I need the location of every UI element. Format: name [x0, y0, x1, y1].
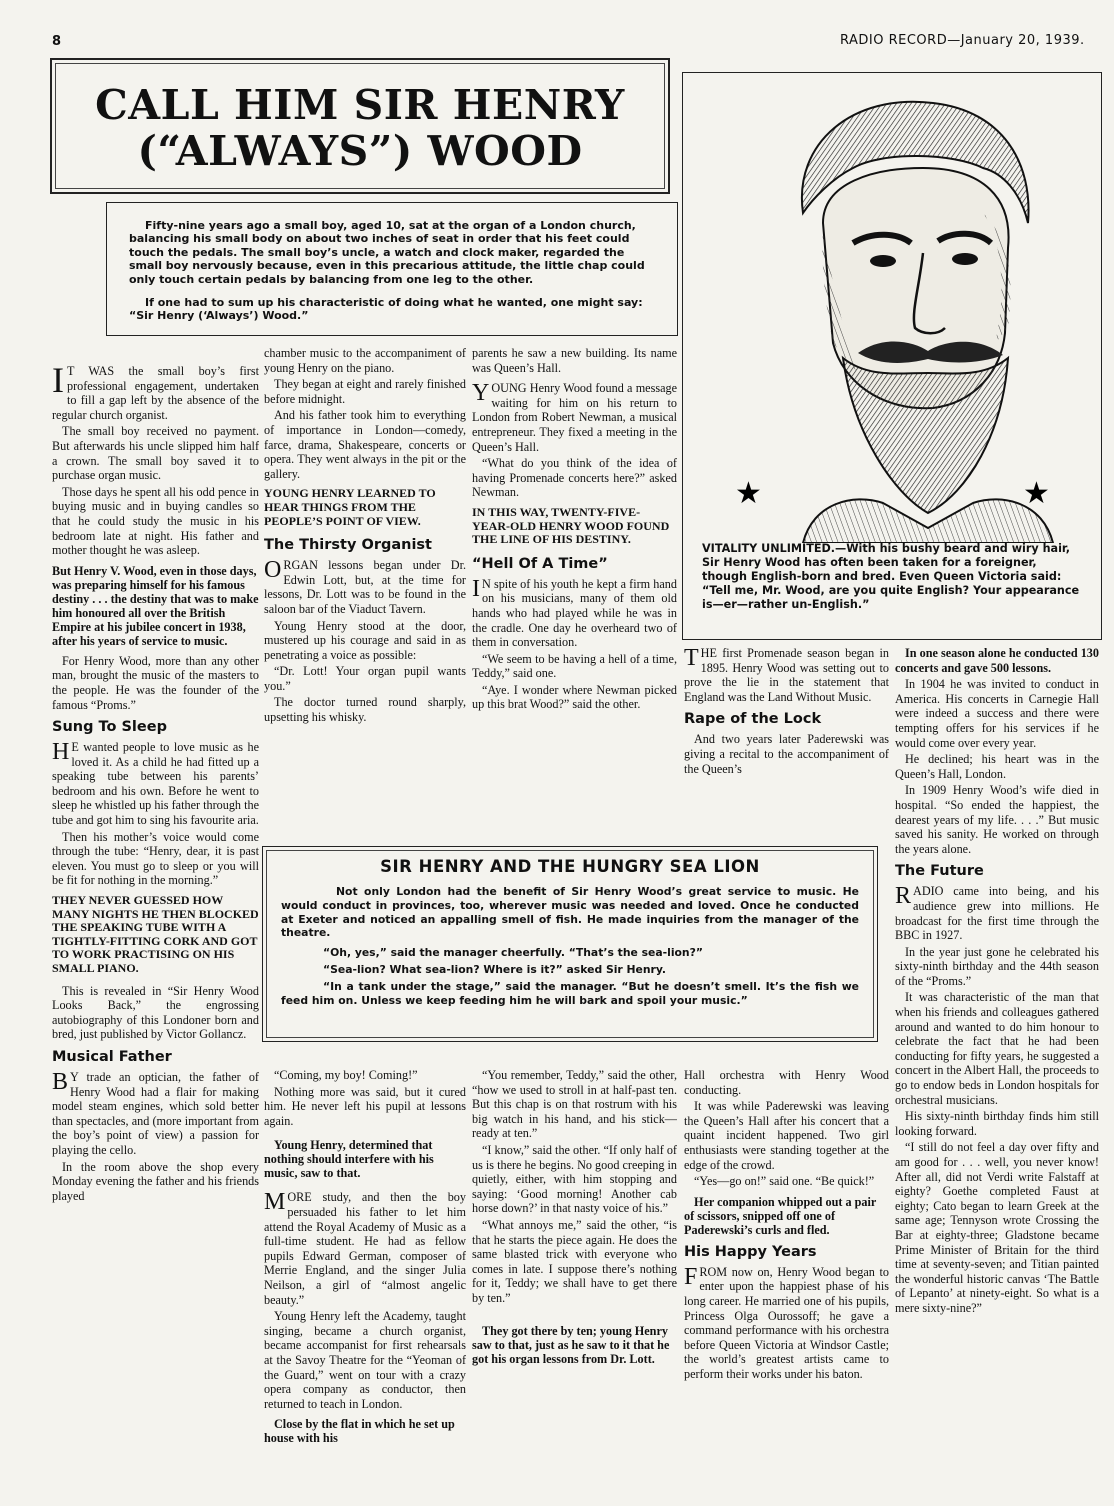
body-paragraph: Hall orchestra with Henry Wood conducting.	[684, 1068, 889, 1097]
caps-paragraph: YOUNG HENRY LEARNED TO HEAR THINGS FROM THE PEOPLE’S POINT OF VIEW.	[264, 486, 436, 528]
bold-paragraph: Her companion whipped out a pair of scissors, snipped off one of Paderewski’s curls and fled.	[684, 1194, 877, 1237]
body-paragraph: “Dr. Lott! Your organ pupil wants you.”	[264, 664, 466, 693]
subhead-thirsty-organist: The Thirsty Organist	[264, 537, 432, 554]
body-paragraph: And his father took him to everything of importance in London—comedy, farce, drama, Shakespeare, concerts or opera. They went always in the pit or the gallery.	[264, 408, 466, 481]
body-paragraph: E wanted people to love music as he loved it. As a child he had fitted up a speaking tube between his parents’ bedroom and his own. Before he went to sleep he whistled up his father through the tube and got him to sing his favourite aria.	[52, 740, 259, 828]
body-paragraph: “Yes—go on!” said one. “Be quick!”	[694, 1174, 875, 1189]
intro-paragraph: If one had to sum up his characteristic of doing what he wanted, one might say: “Sir Henry (‘Always’) Wood.”	[129, 296, 643, 323]
body-paragraph: Young Henry stood at the door, mustered up his courage and said in as penetrating a voice as possible:	[264, 618, 466, 662]
sea-lion-title: SIR HENRY AND THE HUNGRY SEA LION	[380, 857, 760, 876]
body-paragraph: “We seem to be having a hell of a time, Teddy,” said one.	[472, 651, 677, 681]
drop-cap: O	[264, 557, 282, 584]
body-paragraph: “What do you think of the idea of having Promenade concerts here?” asked Newman.	[472, 456, 677, 500]
body-paragraph: And two years later Paderewski was giving a recital to the accompaniment of the Queen’s	[684, 732, 889, 776]
body-paragraph: He declined; his heart was in the Queen’s Hall, London.	[895, 752, 1099, 781]
body-paragraph: The small boy received no payment. But afterwards his uncle slipped him half a crown. The small boy saved it to purchase organ music.	[52, 424, 259, 483]
headline-line1: CALL HIM SIR HENRY	[95, 81, 625, 129]
body-paragraph: ROM now on, Henry Wood began to enter upon the happiest phase of his long career. He married one of his pupils, Princess Olga Ourossoff; he gave a command performance with his orchestra before Queen Victoria at Windsor Castle; the world’s greatest artists came to perform their works under his baton.	[684, 1264, 889, 1381]
bold-paragraph: But Henry V. Wood, even in those days, was preparing himself for his famous destiny . . . the destiny that was to make him honoured all over the British Empire at his jubilee concert in 1938, after his years of service to music.	[52, 563, 259, 648]
body-paragraph: In 1909 Henry Wood’s wife died in hospital. “So ended the happiest, the dearest years of my life. . . .” But music saved his sanity. He worked on through the years alone.	[895, 783, 1099, 856]
headline-box	[50, 58, 670, 194]
subhead-his-happy-years: His Happy Years	[684, 1243, 817, 1260]
caps-paragraph: IN THIS WAY, TWENTY-FIVE-YEAR-OLD HENRY WOOD FOUND THE LINE OF HIS DESTINY.	[472, 504, 670, 547]
body-paragraph: In the year just gone he celebrated his sixty-ninth birthday and the 44th season of the “Proms.”	[895, 944, 1099, 988]
body-paragraph: In one season alone he conducted 130 concerts and gave 500 lessons.	[895, 646, 1099, 675]
column-4	[684, 646, 889, 842]
body-paragraph: Those days he spent all his odd pence in buying music and in buying candles so that he could study the music in his bedroom late at night. His father and mother thought he was asleep.	[52, 484, 259, 558]
bold-paragraph: Close by the flat in which he set up house with his	[264, 1417, 455, 1446]
body-paragraph: “Aye. I wonder where Newman picked up this brat Wood?” said the other.	[472, 682, 677, 712]
subhead-sung-to-sleep: Sung To Sleep	[52, 719, 167, 736]
body-paragraph: This is revealed in “Sir Henry Wood Looks Back,” the engrossing autobiography of this Londoner born and bred, just published by Victor Gollancz.	[52, 983, 259, 1042]
body-paragraph: OUNG Henry Wood found a message waiting for him on his return to London from Robert Newman, a musical entrepreneur. They fixed a meeting in the Queen’s Hall.	[472, 381, 677, 454]
bold-paragraph: Young Henry, determined that nothing should interfere with his music, saw to that.	[264, 1138, 434, 1181]
body-paragraph: “What annoys me,” said the other, “is that he starts the piece again. He does the same blasted trick with everyone who comes in late. I suppose there’s nothing for it, Teddy; we shall have to get there by ten.”	[472, 1217, 677, 1305]
star-icon: ★	[735, 476, 762, 511]
subhead-musical-father: Musical Father	[52, 1048, 172, 1065]
body-paragraph: Y trade an optician, the father of Henry Wood had a flair for making model steam engines, which sold better than spectacles, and (more important from the boy’s point of view) a passion for playing the cello.	[52, 1069, 259, 1157]
caps-paragraph: THEY NEVER GUESSED HOW MANY NIGHTS HE THEN BLOCKED THE SPEAKING TUBE WITH A TIGHTLY-FITTING CORK AND GOT TO WORK PRACTISING ON HIS SMALL PIANO.	[52, 893, 259, 975]
body-paragraph: “You remember, Teddy,” said the other, “how we used to stroll in at half-past ten. But this chap is on that rostrum with his big watch in his hand, and his stick—ready at ten.”	[472, 1068, 677, 1141]
drop-cap: F	[684, 1263, 698, 1290]
body-paragraph: “Coming, my boy! Coming!”	[274, 1068, 418, 1082]
star-icon: ★	[1023, 476, 1050, 511]
sea-lion-paragraph: “Oh, yes,” said the manager cheerfully. “That’s the sea-lion?”	[323, 946, 703, 960]
drop-cap: Y	[472, 380, 490, 407]
portrait-illustration	[683, 73, 1102, 543]
sea-lion-paragraph: Not only London had the benefit of Sir Henry Wood’s great service to music. He would conduct in provinces, too, wherever music was needed and loved. Once he conducted at Exeter and noticed an appalling smell of fish. He made inquiries from the manager of the theatre.	[281, 885, 859, 940]
page-number: 8	[52, 34, 62, 49]
body-paragraph: RGAN lessons began under Dr. Edwin Lott, but, at the time for lessons, Dr. Lott was to be found in the saloon bar of the Viaduct Tavern.	[264, 558, 466, 616]
intro-paragraph: Fifty-nine years ago a small boy, aged 10, sat at the organ of a London church, balancing his small body on about two inches of seat in order that his feet could touch the pedals. The small boy’s uncle, a watch and clock maker, regarded the small boy nervously because, even in this precarious attitude, the little chap could only touch certain pedals by balancing from one leg to the other.	[129, 219, 645, 286]
sea-lion-box	[262, 846, 878, 1042]
body-paragraph: Then his mother’s voice would come through the tube: “Henry, dear, it is past eleven. You must go to sleep or you will be fit for nothing in the morning.”	[52, 829, 259, 888]
body-paragraph: N spite of his youth he kept a firm hand on his musicians, many of them old hands who had played while he was in the cradle. One day he overheard two of them in conversation.	[472, 576, 677, 650]
subhead-the-future: The Future	[895, 863, 984, 880]
portrait-caption: VITALITY UNLIMITED.—With his bushy beard and wiry hair, Sir Henry Wood has often been taken for a foreigner, though English-born and bred. Even Queen Victoria said: “Tell me, Mr. Wood, are you quite English? Your appearance is—er—rather un-English.”	[702, 542, 1080, 611]
column-2-continued	[264, 1068, 466, 1502]
drop-cap: M	[264, 1189, 286, 1216]
body-paragraph: The doctor turned round sharply, upsetting his whisky.	[264, 695, 466, 725]
column-3	[472, 346, 677, 842]
drop-cap: H	[52, 739, 70, 766]
body-paragraph: ADIO came into being, and his audience grew into millions. He broadcast for the first time through the BBC in 1927.	[895, 884, 1099, 943]
body-paragraph: For Henry Wood, more than any other man, brought the music of the masters to the people. He was the founder of the famous “Proms.”	[52, 653, 259, 712]
body-paragraph: It was characteristic of the man that when his friends and colleagues gathered around and wanted to do him honour to celebrate the fact that he had been conducting for fifty years, he suggested a concert in the Albert Hall, the proceeds to go to endow beds in London hospitals for orchestral musicians.	[895, 990, 1099, 1107]
drop-cap: R	[895, 883, 912, 910]
drop-cap: I	[52, 364, 64, 400]
drop-cap: B	[52, 1068, 69, 1095]
column-1	[52, 364, 259, 1500]
drop-cap: I	[472, 575, 480, 602]
column-4-continued	[684, 1068, 889, 1502]
body-paragraph: “I know,” said the other. “If only half of us is there he begins. No good creeping in quietly, either, with him stopping and saying: ‘Good morning! Another cab horse down?’ in that nasty voice of his.”	[472, 1142, 677, 1216]
body-paragraph: In the room above the shop every Monday evening the father and his friends played	[52, 1159, 259, 1203]
sea-lion-paragraph: “Sea-lion? What sea-lion? Where is it?” asked Sir Henry.	[323, 962, 667, 976]
masthead: RADIO RECORD—January 20, 1939.	[840, 33, 1085, 48]
column-3-continued	[472, 1068, 677, 1502]
body-paragraph: HE first Promenade season began in 1895. Henry Wood was setting out to prove the lie in the statement that England was the Land Without Music.	[684, 646, 889, 704]
bold-paragraph: They got there by ten; young Henry saw to that, just as he saw to it that he got his organ lessons from Dr. Lott.	[472, 1323, 670, 1366]
body-paragraph: ORE study, and then the boy persuaded his father to let him attend the Royal Academy of Music as a full-time student. He had as fellow pupils Edward German, composer of Merrie England, and the singer Julia Neilson, a girl of “almost angelic beauty.”	[264, 1190, 466, 1307]
body-paragraph: His sixty-ninth birthday finds him still looking forward.	[895, 1109, 1099, 1138]
column-5	[895, 646, 1099, 1502]
subhead-rape-of-the-lock: Rape of the Lock	[684, 711, 822, 728]
body-paragraph: chamber music to the accompaniment of young Henry on the piano.	[264, 346, 466, 375]
body-paragraph: T WAS the small boy’s first professional engagement, undertaken to fill a gap left by the absence of the regular church organist.	[52, 364, 259, 422]
body-paragraph: It was while Paderewski was leaving the Queen’s Hall after his concert that a quaint incident happened. Two girl enthusiasts were standing together at the edge of the crowd.	[684, 1099, 889, 1172]
column-2	[264, 346, 466, 842]
subhead-hell-of-a-time: “Hell Of A Time”	[472, 555, 608, 572]
body-paragraph: Young Henry left the Academy, taught singing, became a church organist, became accompanist for first rehearsals at the Savoy Theatre for the “Yeoman of the Guard,” went on tour with a crazy opera company as conductor, then returned to teach in London.	[264, 1309, 466, 1411]
body-paragraph: In 1904 he was invited to conduct in America. His concerts in Carnegie Hall were indeed a success and there were tempting offers for his services if he would come over every year.	[895, 677, 1099, 750]
drop-cap: T	[684, 646, 699, 671]
body-paragraph: Nothing more was said, but it cured him. He never left his pupil at lessons again.	[264, 1084, 466, 1128]
intro-box	[106, 202, 678, 336]
sea-lion-paragraph: “In a tank under the stage,” said the manager. “But he doesn’t smell. It’s the fish we feed him on. Unless we keep feeding him he will bark and spoil your music.”	[281, 979, 859, 1007]
body-paragraph: “I still do not feel a day over fifty and am good for . . . well, you never know! After all, did not Verdi write Falstaff at eighty? Goethe completed Faust at eighty; Cato began to learn Greek at the same age; Tennyson wrote Crossing the Bar at eighty-three; Gladstone became Prime Minister of Britain for the third time at seventy-seven; and Titian painted the wonderful historic canvas ‘The Battle of Lepanto’ at ninety-eight. So what is a mere sixty-nine?”	[895, 1140, 1099, 1315]
body-paragraph: parents he saw a new building. Its name was Queen’s Hall.	[472, 346, 677, 375]
headline-line2: (“ALWAYS”) WOOD	[137, 127, 583, 175]
body-paragraph: They began at eight and rarely finished before midnight.	[264, 377, 466, 406]
